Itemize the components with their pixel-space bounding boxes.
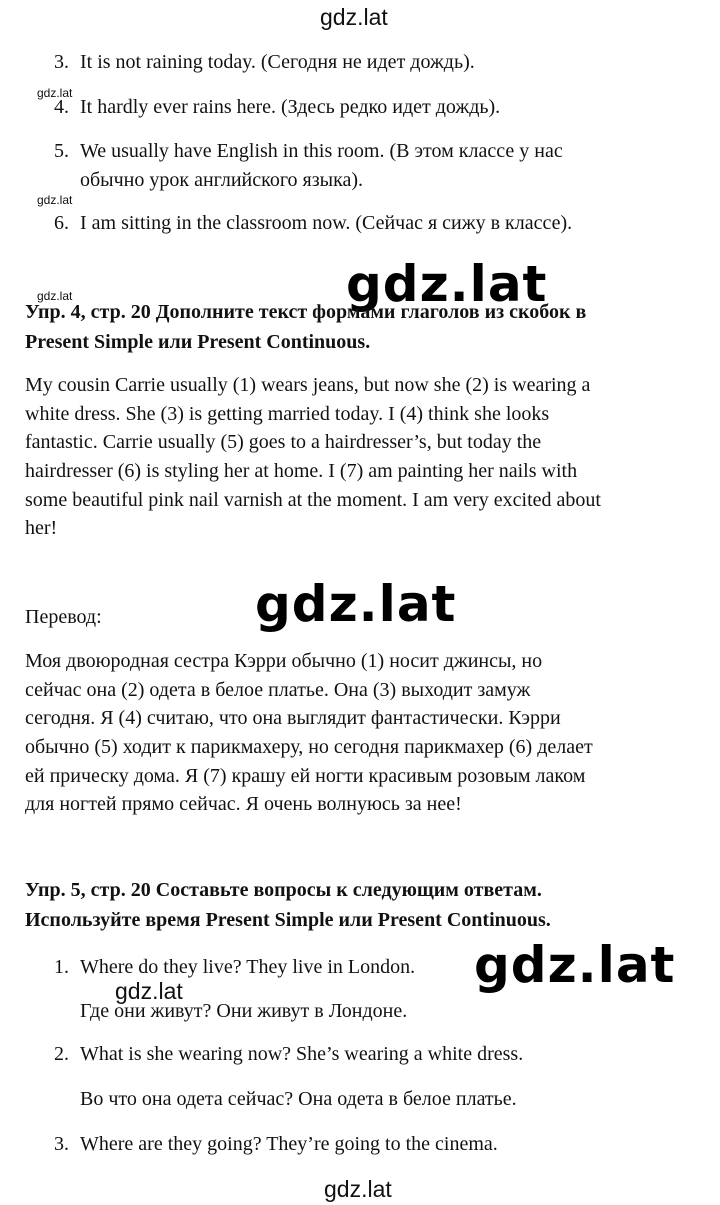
list-item: It hardly ever rains here. (Здесь редко идет дождь).: [80, 96, 501, 118]
watermark-small: gdz.lat: [37, 193, 73, 207]
list-item: We usually have English in this room. (В этом классе у нас: [80, 140, 563, 162]
watermark-big: gdz.lat: [474, 936, 676, 994]
exercise-heading: Упр. 5, стр. 20 Составьте вопросы к следующим ответам.: [25, 879, 542, 901]
translation-line: обычно (5) ходит к парикмахеру, но сегодня парикмахер (6) делает: [25, 736, 593, 758]
question-answer-ru: Во что она одета сейчас? Она одета в белое платье.: [80, 1088, 517, 1110]
list-number: 3.: [54, 1133, 69, 1155]
translation-line: сейчас она (2) одета в белое платье. Она (3) выходит замуж: [25, 679, 531, 701]
list-number: 3.: [54, 51, 69, 73]
answer-line: some beautiful pink nail varnish at the moment. I am very excited about: [25, 489, 601, 511]
watermark-top: gdz.lat: [320, 4, 388, 30]
list-number: 1.: [54, 956, 69, 978]
watermark-big: gdz.lat: [346, 255, 548, 313]
watermark-mid: gdz.lat: [115, 978, 183, 1004]
list-item-continuation: обычно урок английского языка).: [80, 169, 364, 191]
list-number: 4.: [54, 96, 69, 118]
watermark-small: gdz.lat: [37, 86, 73, 100]
translation-label: Перевод:: [25, 606, 102, 628]
watermark-bottom: gdz.lat: [324, 1176, 392, 1202]
list-number: 6.: [54, 212, 69, 234]
list-number: 5.: [54, 140, 69, 162]
answer-line: her!: [25, 517, 58, 539]
question-answer-en: What is she wearing now? She’s wearing a white dress.: [80, 1043, 524, 1065]
translation-line: для ногтей прямо сейчас. Я очень волнуюсь за нее!: [25, 793, 462, 815]
answer-line: white dress. She (3) is getting married today. I (4) think she looks: [25, 403, 550, 425]
answer-line: fantastic. Carrie usually (5) goes to a hairdresser’s, but today the: [25, 431, 542, 453]
list-item: It is not raining today. (Сегодня не идет дождь).: [80, 51, 475, 73]
question-answer-en: Where are they going? They’re going to the cinema.: [80, 1133, 498, 1155]
translation-line: Моя двоюродная сестра Кэрри обычно (1) носит джинсы, но: [25, 650, 543, 672]
question-answer-en: Where do they live? They live in London.: [80, 956, 416, 978]
list-item: I am sitting in the classroom now. (Сейчас я сижу в классе).: [80, 212, 573, 234]
list-number: 2.: [54, 1043, 69, 1065]
exercise-heading: Упр. 4, стр. 20 Дополните текст формами глаголов из скобок в: [25, 301, 587, 323]
exercise-heading: Используйте время Present Simple или Present Continuous.: [25, 909, 551, 931]
answer-line: My cousin Carrie usually (1) wears jeans, but now she (2) is wearing a: [25, 374, 591, 396]
translation-line: сегодня. Я (4) считаю, что она выглядит фантастически. Кэрри: [25, 707, 561, 729]
question-answer-ru: Где они живут? Они живут в Лондоне.: [80, 1000, 408, 1022]
exercise-heading: Present Simple или Present Continuous.: [25, 331, 371, 353]
watermark-small: gdz.lat: [37, 289, 73, 303]
answer-line: hairdresser (6) is styling her at home. I (7) am painting her nails with: [25, 460, 578, 482]
translation-line: ей прическу дома. Я (7) крашу ей ногти красивым розовым лаком: [25, 765, 586, 787]
watermark-big: gdz.lat: [255, 575, 457, 633]
